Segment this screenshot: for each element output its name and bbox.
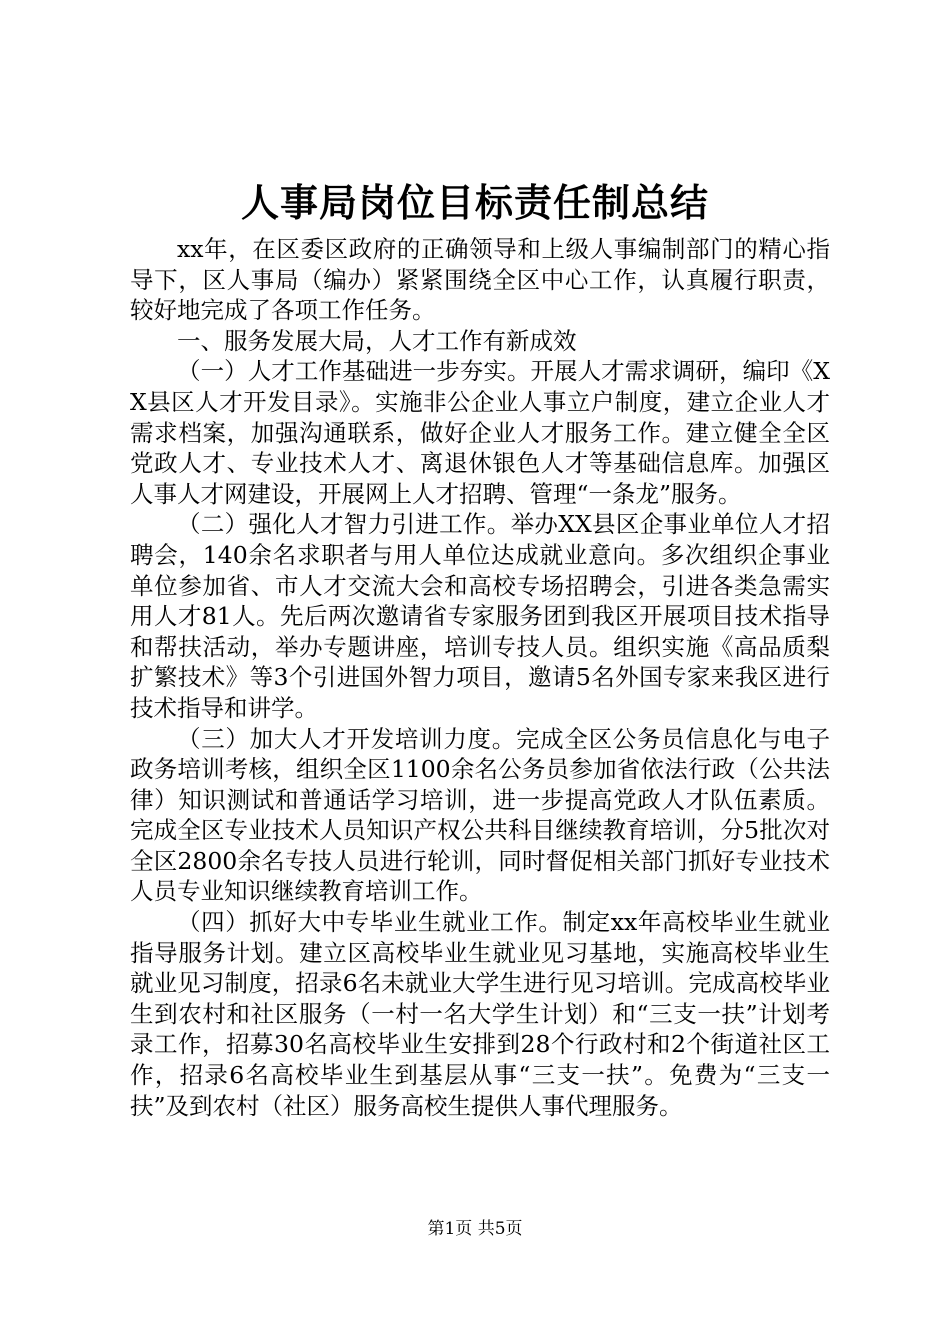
page-number-footer: 第1页 共5页 bbox=[427, 1219, 523, 1239]
document-title: 人事局岗位目标责任制总结 bbox=[240, 180, 709, 225]
paragraph-intro: xx年，在区委区政府的正确领导和上级人事编制部门的精心指导下，区人事局（编办）紧紧围绕全区中心工作，认真履行职责，较好地完成了各项工作任务。 bbox=[130, 235, 830, 325]
paragraph-item-1: （一）人才工作基础进一步夯实。开展人才需求调研，编印《XX县区人才开发目录》。实施非公企业人事立户制度，建立企业人才需求档案，加强沟通联系，做好企业人才服务工作。建立健全全区党政人才、专业技术人才、离退休银色人才等基础信息库。加强区人事人才网建设，开展网上人才招聘、管理“一条龙”服务。 bbox=[130, 357, 830, 508]
paragraph-item-2: （二）强化人才智力引进工作。举办XX县区企事业单位人才招聘会，140余名求职者与用人单位达成就业意向。多次组织企事业单位参加省、市人才交流大会和高校专场招聘会，引进各类急需实用人才81人。先后两次邀请省专家服务团到我区开展项目技术指导和帮扶活动，举办专题讲座，培训专技人员。组织实施《高品质梨扩繁技术》等3个引进国外智力项目，邀请5名外国专家来我区进行技术指导和讲学。 bbox=[130, 510, 830, 722]
document-body bbox=[130, 234, 830, 1121]
paragraph-item-4: （四）抓好大中专毕业生就业工作。制定xx年高校毕业生就业指导服务计划。建立区高校毕业生就业见习基地，实施高校毕业生就业见习制度，招录6名未就业大学生进行见习培训。完成高校毕业生到农村和社区服务（一村一名大学生计划）和“三支一扶”计划考录工作，招募30名高校毕业生安排到28个行政村和2个街道社区工作，招录6名高校毕业生到基层从事“三支一扶”。免费为“三支一扶”及到农村（社区）服务高校生提供人事代理服务。 bbox=[130, 908, 830, 1120]
section-heading-1: 一、服务发展大局，人才工作有新成效 bbox=[177, 326, 577, 355]
paragraph-item-3: （三）加大人才开发培训力度。完成全区公务员信息化与电子政务培训考核，组织全区1100余名公务员参加省依法行政（公共法律）知识测试和普通话学习培训，进一步提高党政人才队伍素质。完成全区专业技术人员知识产权公共科目继续教育培训，分5批次对全区2800余名专技人员进行轮训，同时督促相关部门抓好专业技术人员专业知识继续教育培训工作。 bbox=[130, 724, 830, 906]
